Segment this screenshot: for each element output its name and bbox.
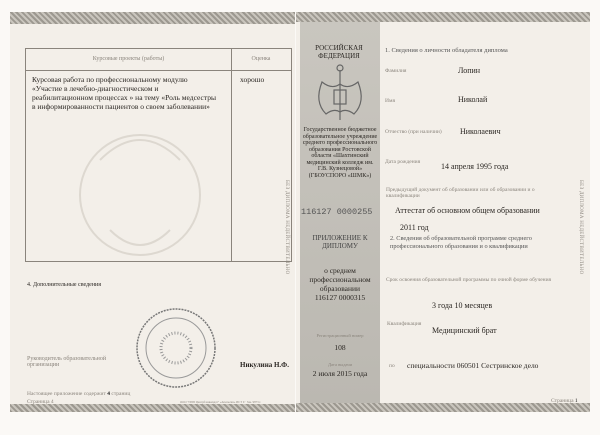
diploma-number: 116127 0000315	[314, 293, 366, 302]
head-label: Руководитель образовательной организации	[27, 356, 107, 368]
qualification-value: Медицинский брат	[432, 326, 497, 335]
page-label: Страница	[551, 398, 574, 404]
additional-info-heading: 4. Дополнительные сведения	[27, 282, 102, 288]
pages-word: страниц	[111, 391, 131, 397]
name-value: Николай	[458, 95, 488, 104]
side-text-left: БЕЗ ДИПЛОМА НЕДЕЙСТВИТЕЛЬНО	[284, 180, 289, 275]
qualification-label: Квалификация	[387, 321, 422, 327]
surname-value: Лопин	[458, 66, 481, 75]
term-value: 3 года 10 месяцев	[432, 301, 493, 310]
section2-heading: 2. Сведения об образовательной программе среднего профессионального образования и о квалификации	[390, 235, 532, 250]
prev-doc-label: Предыдущий документ об образовании или об образовании и о квалификации	[386, 187, 535, 199]
name-label: Имя	[385, 98, 395, 104]
reg-number: 108	[334, 343, 346, 352]
prev-doc-year: 2011 год	[400, 223, 429, 232]
institution-name: Государственное бюджетное образовательное учреждение среднего профессионального образования Ростовской области «Шахтинский медицинский колледж им. Г.В. Кузнецовой» (ГБОУСПОРО «ШМК»)	[302, 127, 378, 179]
bottom-border-left	[10, 404, 295, 412]
issue-date: 2 июля 2015 года	[312, 369, 368, 378]
header-course: Курсовые проекты (работы)	[92, 56, 165, 62]
bottom-border-right	[296, 403, 590, 412]
course-table	[25, 48, 292, 262]
issue-label: Дата выдачи	[327, 362, 353, 367]
right-page-number	[551, 398, 578, 404]
course-grade: хорошо	[240, 75, 265, 84]
header-grade: Оценка	[251, 56, 271, 62]
serial-number: 116127 0000255	[301, 207, 373, 217]
printer-info: ООО "ППП Центрбланкиздат" «Апельсин» ИСТ 9 · Зак. 9873 г.	[180, 400, 262, 404]
patronymic-label: Отчество (при наличии)	[385, 129, 442, 135]
section1-heading: 1. Сведения о личности обладателя диплома	[385, 47, 508, 54]
page-num: 4	[50, 399, 54, 405]
specialty-prefix: по	[389, 363, 395, 369]
reg-label: Регистрационный номер	[316, 333, 364, 338]
specialty-value: специальности 060501 Сестринское дело	[407, 361, 539, 370]
appendix-title: ПРИЛОЖЕНИЕ К ДИПЛОМУ	[312, 234, 368, 250]
top-border-right	[296, 12, 590, 22]
head-name: Никулина Н.Ф.	[240, 361, 289, 369]
official-seal	[135, 307, 217, 389]
course-title: Курсовая работа по профессиональному модулю «Участие в лечебно-диагностическом и реабилитационном процессах » на тему «Роль медсестры в информированности пациентов о своем заболевании»	[32, 75, 217, 111]
dob-value: 14 апреля 1995 года	[441, 162, 509, 171]
pages-note-text: Настоящее приложение содержит	[27, 391, 106, 397]
dob-label: Дата рождения	[385, 159, 421, 165]
page-label: Страница	[27, 399, 50, 405]
side-text-right: БЕЗ ДИПЛОМА НЕДЕЙСТВИТЕЛЬНО	[578, 180, 583, 275]
pages-note	[27, 391, 130, 397]
patronymic-value: Николаевич	[460, 127, 501, 136]
left-page-number	[27, 399, 54, 405]
top-border-left	[10, 12, 295, 24]
country-name: РОССИЙСКАЯ ФЕДЕРАЦИЯ	[315, 44, 363, 60]
pages-count: 4	[107, 391, 111, 397]
prev-doc-value: Аттестат об основном общем образовании	[395, 206, 540, 215]
coat-of-arms-icon	[310, 62, 370, 124]
page-num: 1	[574, 398, 578, 404]
surname-label: Фамилия	[385, 68, 407, 74]
term-label: Срок освоения образовательной программы по очной форме обучения	[386, 277, 552, 283]
appendix-subtitle: о среднем профессиональном образовании	[309, 266, 371, 293]
